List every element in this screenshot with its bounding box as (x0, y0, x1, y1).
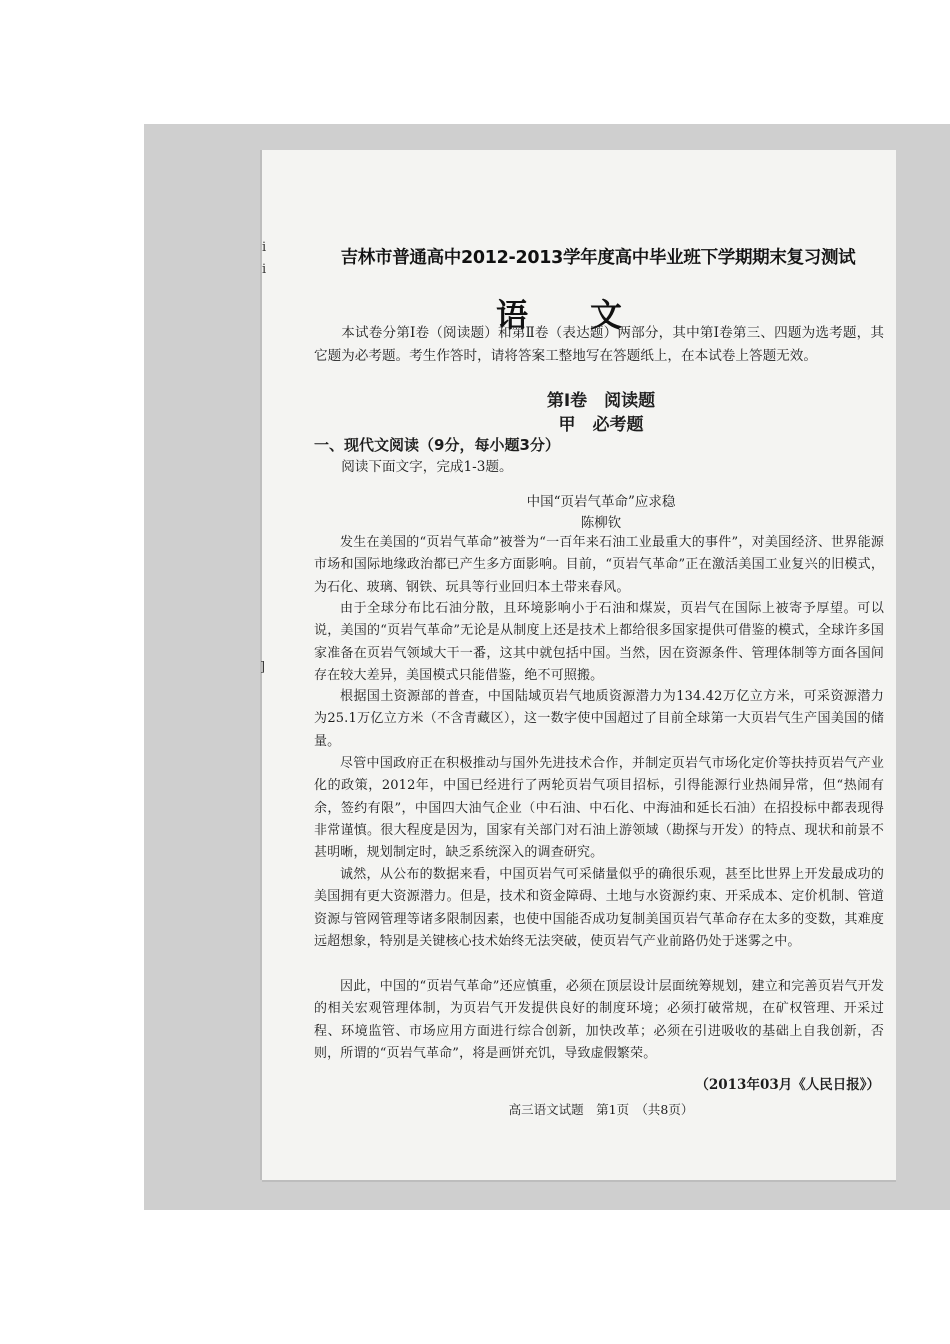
article-paragraph: 因此，中国的“页岩气革命”还应慎重，必须在顶层设计层面统筹规划，建立和完善页岩气开发的相关宏观管理体制，为页岩气开发提供良好的制度环境；必须打破常规，在矿权管理、开采过程、环境监管、市场应用方面进行综合创新，加快改革；必须在引进吸收的基础上自我创新，否则，所谓的“页岩气革命”，将是画饼充饥，导致虚假繁荣。 (314, 979, 884, 1061)
article-author: 陈柳钦 (580, 515, 622, 531)
exam-title: 吉林市普通高中2012-2013学年度高中毕业班下学期期末复习测试 (340, 248, 856, 268)
article-paragraph: 根据国土资源部的普查，中国陆域页岩气地质资源潜力为134.42万亿立方米，可采资源潜力为25.1万亿立方米（不含青藏区），这一数字使中国超过了目前全球第一大页岩气生产国美国的储量。 (314, 689, 884, 749)
article-paragraph: 由于全球分布比石油分散，且环境影响小于石油和煤炭，页岩气在国际上被寄予厚望。可以说，美国的“页岩气革命”无论是从制度上还是技术上都给很多国家提供可借鉴的模式，全球许多国家准备在页岩气领域大干一番，这其中就包括中国。当然，因在资源条件、管理体制等方面各国间存在较大差异，美国模式只能借鉴，绝不可照搬。 (314, 601, 884, 683)
page-footer: 高三语文试题 第1页 （共8页） (508, 1102, 694, 1117)
exam-instructions: 本试卷分第Ⅰ卷（阅读题）和第Ⅱ卷（表达题）两部分，其中第Ⅰ卷第三、四题为选考题，其它题为必考题。考生作答时，请将答案工整地写在答题纸上，在本试卷上答题无效。 (314, 325, 884, 364)
article-source: （2013年03月《人民日报》） (695, 1077, 880, 1093)
section-title: 甲 必考题 (558, 415, 644, 435)
edge-mark: i (262, 240, 267, 255)
subject-title: 语文 (495, 296, 684, 334)
edge-mark: ] (260, 660, 266, 675)
article-paragraph: 诚然，从公布的数据来看，中国页岩气可采储量似乎的确很乐观，甚至比世界上开发最成功的美国拥有更大资源潜力。但是，技术和资金障碍、土地与水资源约束、开采成本、定价机制、管道资源与管网管理等诸多限制因素，也使中国能否成功复制美国页岩气革命存在太多的变数，其难度远超想象，特别是关键核心技术始终无法突破，使页岩气产业前路仍处于迷雾之中。 (314, 867, 884, 949)
article-paragraph: 尽管中国政府正在积极推动与国外先进技术合作，并制定页岩气市场化定价等扶持页岩气产业化的政策，2012年，中国已经进行了两轮页岩气项目招标，引得能源行业热闹异常，但“热闹有余，签约有限”，中国四大油气企业（中石油、中石化、中海油和延长石油）在招投标中都表现得非常谨慎。很大程度是因为，国家有关部门对石油上游领域（勘探与开发）的特点、现状和前景不甚明晰，规划制定时，缺乏系统深入的调查研究。 (314, 756, 884, 861)
article-title: 中国“页岩气革命”应求稳 (526, 494, 676, 510)
part-title: 第Ⅰ卷 阅读题 (546, 391, 656, 411)
edge-mark: i (262, 262, 267, 277)
reading-prompt: 阅读下面文字，完成1-3题。 (341, 459, 513, 475)
article-paragraph: 发生在美国的“页岩气革命”被誉为“一百年来石油工业最重大的事件”，对美国经济、世界能源市场和国际地缘政治都已产生多方面影响。目前，“页岩气革命”正在激活美国工业复兴的旧模式，为石化、玻璃、钢铁、玩具等行业回归本土带来春风。 (314, 535, 884, 595)
question-heading: 一、现代文阅读（9分，每小题3分） (314, 436, 560, 454)
